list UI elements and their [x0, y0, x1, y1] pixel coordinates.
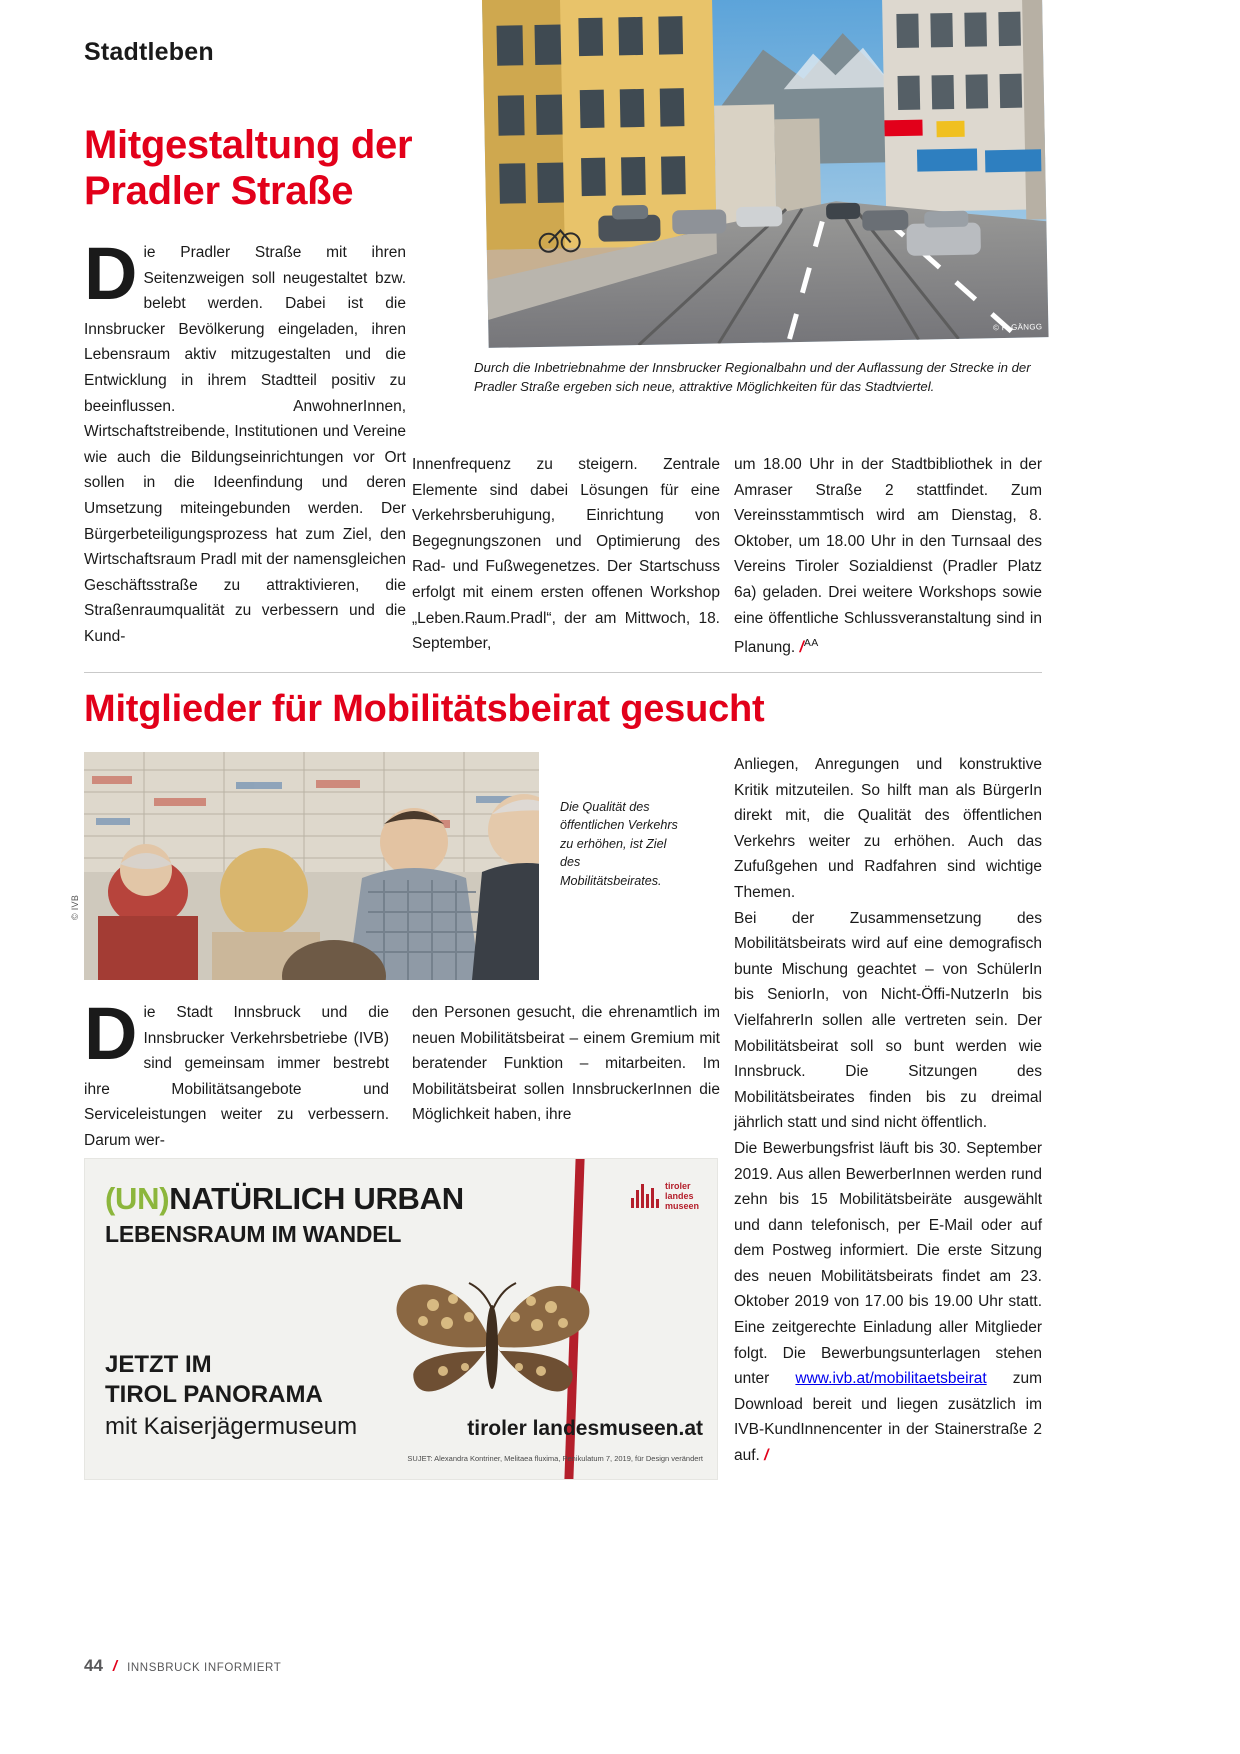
photo-caption: Durch die Inbetriebnahme der Innsbrucker Regionalbahn und der Auflassung der Strecke in der Pradler Straße ergeben sich neue, attraktive Möglichkeiten für das Stadtviertel.	[474, 360, 1031, 394]
article2-column-right	[734, 752, 1042, 1469]
logo-text-line3: museen	[664, 1201, 699, 1211]
ad-title-part2: NATÜRLICH URBAN	[169, 1181, 464, 1216]
logo-text-line1: tiroler	[664, 1181, 691, 1191]
ad-fineprint: SUJET: Alexandra Kontriner, Melitaea fluxima, Penikulatum 7, 2019, für Design verändert	[407, 1454, 703, 1463]
article1-lead-column	[84, 232, 406, 650]
article2-column-mid: den Personen gesucht, die ehrenamtlich im neuen Mobilitätsbeirat – einem Gremium mit beratender Funktion – mitarbeiten. Im Mobilitätsbeirat sollen InnsbruckerInnen die Möglichkeit haben, ihre	[412, 1004, 720, 1124]
logo-text	[665, 1181, 699, 1211]
article1-lead-text: ie Pradler Straße mit ihren Seitenzweigen soll neugestaltet bzw. belebt werden. Dabei ist die Innsbrucker Bevölkerung eingeladen, ihren Lebensraum aktiv mitzugestalten und die Entwicklung in ihrem Stadtteil positiv zu beeinflussen. AnwohnerInnen, Wirtschaftstreibende, Institutionen und Vereine wie auch die Bildungseinrichtungen vor Ort sollen in die Ideenfindung und deren Umsetzung miteingebunden werden. Der Bürgerbeteiligungsprozess hat zum Ziel, den Wirtschaftsraum Pradl mit der namensgleichen Geschäftsstraße zu attraktivieren, die Straßenraumqualität zu verbessern und die Kund-	[84, 244, 406, 645]
article2-column-left	[84, 992, 389, 1154]
article1-column-right-text: um 18.00 Uhr in der Stadtbibliothek in der Amraser Straße 2 stattfindet. Zum Vereinsstammtisch wird am Dienstag, 8. Oktober, um 18.00 Uhr in den Turnsaal des Vereins Tiroler Sozialdienst (Pradler Platz 6a) geladen. Drei weitere Workshops sowie eine öffentliche Schlussveranstaltung sind in Planung.	[734, 456, 1042, 657]
meeting-photo-illustration	[84, 752, 539, 980]
article2-column-right-p3b: zum Download bereit und liegen zusätzlich im IVB-KundInnencenter in der Stainerstraße 2 auf.	[734, 1370, 1043, 1465]
article2-column-right-p2: Bei der Zusammensetzung des Mobilitätsbeirats wird auf eine demografisch bunte Mischung geachtet – von SchülerIn bis SeniorIn, von Nicht-Öffi-NutzerIn bis VielfahrerIn sollen alle vertreten sein. Der Mobilitätsbeirat soll so bunt werden wie Innsbruck. Die Sitzungen des Mobilitätsbeirates finden bis zu dreimal jährlich statt und sind nicht öffentlich.	[734, 909, 1042, 1132]
article2-column-left-text: ie Stadt Innsbruck und die Innsbrucker Verkehrsbetriebe (IVB) sind gemeinsam immer bestrebt ihre Mobilitätsangebote und Serviceleistungen weiter zu verbessern. Darum wer-	[84, 1004, 389, 1149]
article1-column-right	[734, 452, 1042, 661]
ivb-link[interactable]: www.ivb.at/mobilitaetsbeirat	[795, 1370, 987, 1388]
dropcap: D	[84, 992, 138, 1075]
ad-subtitle: LEBENSRAUM IM WANDEL	[105, 1221, 402, 1247]
ad-line-1: JETZT IM	[105, 1351, 212, 1378]
photo-credit-ivb: © IVB	[70, 894, 80, 920]
street-photo-illustration	[482, 0, 1049, 348]
article2-column-right-p1: Anliegen, Anregungen und konstruktive Kritik mitzuteilen. So hilft man als BürgerIn direkt mit, die Qualität des öffentlichen Verkehrs weiter zu erhöhen. Auch das Zufußgehen und Radfahren sind wichtige Themen.	[734, 756, 1042, 901]
section-label: Stadtleben	[84, 38, 214, 66]
page-number: 44	[84, 1656, 103, 1675]
page-footer	[84, 1656, 281, 1676]
butterfly-illustration	[385, 1255, 600, 1425]
section-divider	[84, 672, 1042, 673]
page-title: Mitgestaltung der Pradler Straße	[84, 123, 413, 213]
footer-title: INNSBRUCK INFORMIERT	[127, 1662, 282, 1674]
end-mark: /	[799, 639, 804, 657]
tiroler-landesmuseen-logo	[631, 1181, 699, 1211]
ad-line-3: mit Kaiserjägermuseum	[105, 1413, 358, 1440]
ad-line-2: TIROL PANORAMA	[105, 1381, 323, 1408]
article2-column-right-p3a: Die Bewerbungsfrist läuft bis 30. September 2019. Aus allen BewerberInnen werden rund zehn bis 15 Mobilitätsbeiräte ausgewählt und dann telefonisch, per E-Mail oder auf dem Postweg informiert. Die erste Sitzung des neuen Mobilitätsbeirats findet am 23. Oktober 2019 von 17.00 bis 19.00 Uhr statt. Eine zeitgerechte Einladung aller Mitglieder folgt. Die Bewerbungsunterlagen stehen unter	[734, 1139, 1042, 1388]
ad-title-part1: (UN)	[105, 1181, 170, 1216]
photo-credit: © F. GÄNGG	[992, 322, 1043, 333]
ad-title	[105, 1181, 464, 1217]
author-initials: AA	[803, 637, 819, 650]
article1-column-mid: Innenfrequenz zu steigern. Zentrale Elemente sind dabei Lösungen für eine Verkehrsberuhigung, Einrichtung von Begegnungszonen und Optimierung des Rad- und Fußwegenetzes. Der Startschuss erfolgt mit einem ersten offenen Workshop „Leben.Raum.Pradl“, der am Mittwoch, 18. September,	[412, 456, 720, 653]
footer-slash: /	[112, 1658, 118, 1675]
mobility-meeting-photo	[84, 752, 539, 980]
logo-text-line2: landes	[664, 1191, 694, 1201]
street-photo	[482, 0, 1049, 348]
end-mark: /	[764, 1447, 769, 1465]
dropcap: D	[84, 232, 138, 315]
article2-photo-caption: Die Qualität des öffentlichen Verkehrs zu erhöhen, ist Ziel des Mobilitätsbeirates.	[560, 800, 678, 888]
ad-url[interactable]: tiroler landesmuseen.at	[467, 1417, 703, 1440]
advertisement[interactable]	[84, 1158, 718, 1480]
article2-title: Mitglieder für Mobilitätsbeirat gesucht	[84, 688, 765, 730]
logo-mark-icon	[631, 1184, 659, 1208]
